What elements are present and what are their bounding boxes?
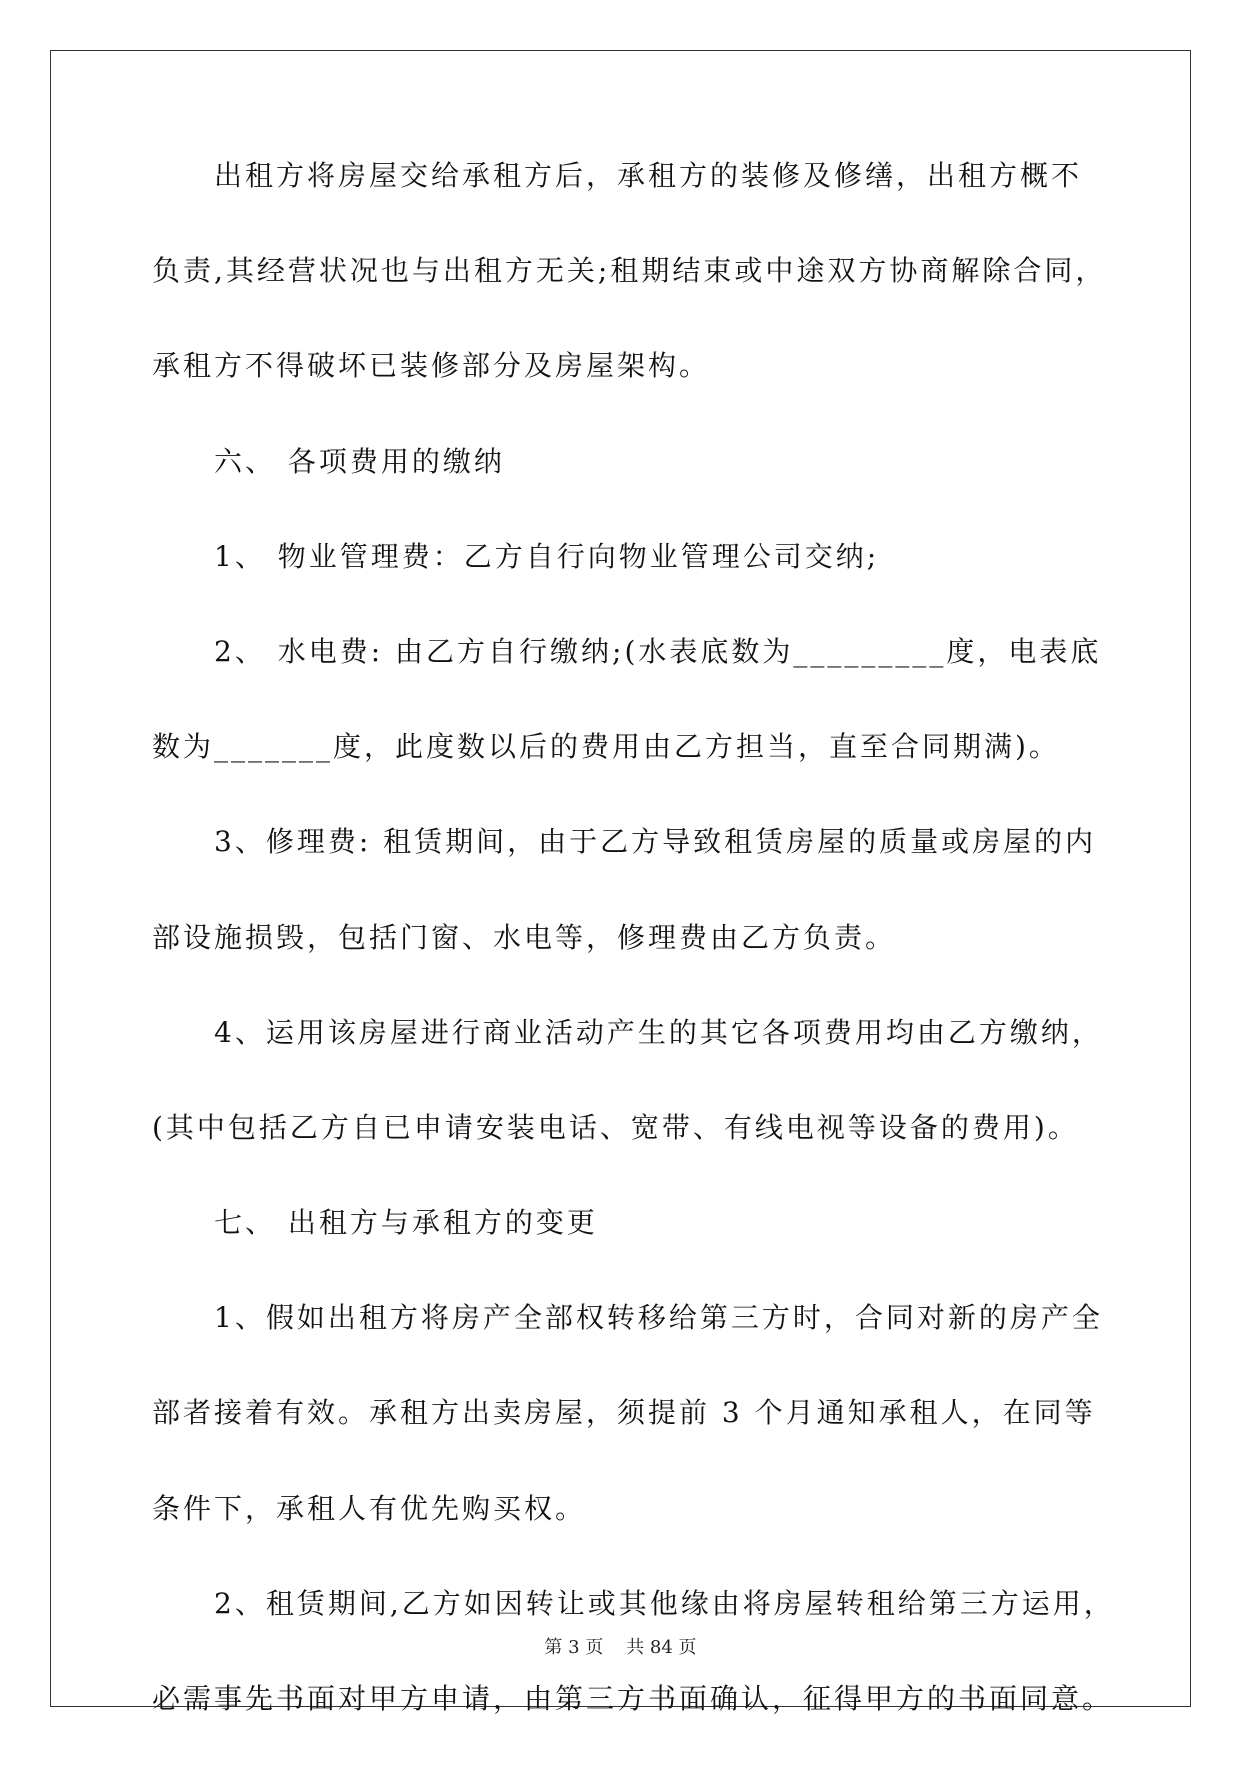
section-heading: 六、 各项费用的缴纳: [214, 444, 505, 478]
document-body: [152, 159, 1115, 1778]
page-number: 第 3 页 共 84 页: [544, 1637, 697, 1658]
text-line: 部设施损毁，包括门窗、水电等，修理费由乙方负责。: [152, 920, 897, 954]
text-line: 条件下，承租人有优先购买权。: [152, 1491, 587, 1525]
text-line: (其中包括乙方自已申请安装电话、宽带、有线电视等设备的费用)。: [152, 1110, 1079, 1144]
text-line: 出租方将房屋交给承租方后，承租方的装修及修缮，出租方概不: [214, 159, 1083, 192]
text-line: 负责,其经营状况也与出租方无关;租期结束或中途双方协商解除合同，: [152, 254, 1107, 288]
page-footer: [0, 1637, 1241, 1659]
text-line: 部者接着有效。承租方出卖房屋，须提前 3 个月通知承租人，在同等: [152, 1396, 1096, 1430]
text-line: 3、修理费: 租赁期间，由于乙方导致租赁房屋的质量或房屋的内: [214, 825, 1097, 859]
text-line: 数为_______度，此度数以后的费用由乙方担当，直至合同期满)。: [152, 730, 1060, 764]
text-line: 1、 物业管理费：乙方自行向物业管理公司交纳;: [214, 539, 880, 573]
text-line: 1、假如出租方将房产全部权转移给第三方时，合同对新的房产全: [214, 1301, 1103, 1335]
section-heading: 七、 出租方与承租方的变更: [214, 1206, 598, 1240]
text-line: 2、租赁期间,乙方如因转让或其他缘由将房屋转租给第三方运用，: [214, 1586, 1115, 1620]
text-line: 必需事先书面对甲方申请，由第三方书面确认，征得甲方的书面同意。: [152, 1682, 1114, 1715]
text-line: 4、运用该房屋进行商业活动产生的其它各项费用均由乙方缴纳，: [214, 1015, 1103, 1049]
text-line: 2、 水电费: 由乙方自行缴纳;(水表底数为_________度，电表底: [214, 634, 1102, 668]
text-line: 承租方不得破坏已装修部分及房屋架构。: [152, 349, 711, 383]
